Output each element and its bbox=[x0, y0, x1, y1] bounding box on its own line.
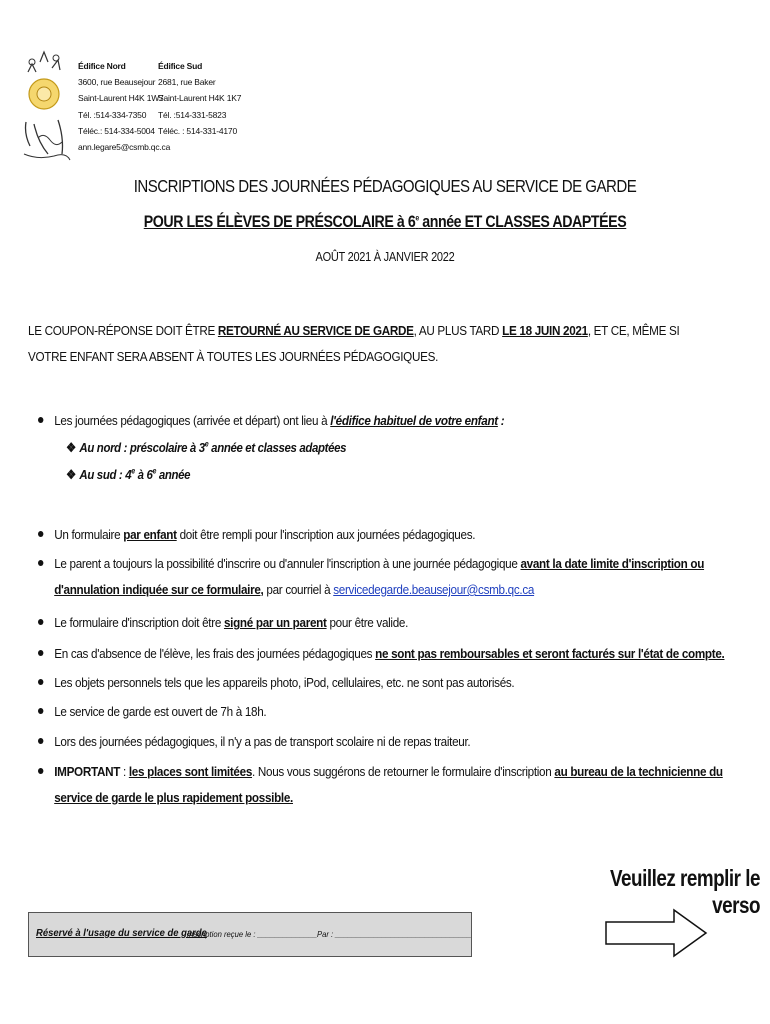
bullet-dot-icon bbox=[38, 417, 43, 423]
diamond-bullet-icon: ❖ bbox=[66, 467, 76, 482]
address-north bbox=[78, 58, 170, 155]
bullet-item bbox=[38, 610, 740, 636]
intro-text: , ET CE, MÊME SI VOTRE ENFANT SERA ABSENT À TOUTES LES JOURNÉES PÉDAGOGIQUES. bbox=[28, 323, 680, 364]
bullet-dot-icon bbox=[38, 708, 43, 714]
sub-sup: e bbox=[152, 466, 157, 476]
bullet-text: Un formulaire bbox=[54, 527, 124, 542]
bullet-text: . Nous vous suggérons de retourner le formulaire d'inscription bbox=[252, 764, 555, 779]
bullet-item bbox=[38, 522, 740, 548]
bullet-dot-icon bbox=[38, 531, 43, 537]
bullet-emph: avant la date limite d'inscription ou d'annulation indiquée sur ce formulaire, bbox=[54, 556, 705, 597]
school-logo bbox=[18, 42, 76, 170]
bullet-emph: par enfant bbox=[123, 527, 177, 542]
north-line: 3600, rue Beausejour bbox=[78, 77, 156, 88]
email-link[interactable]: servicedegarde.beausejour@csmb.qc.ca bbox=[333, 582, 535, 597]
bullet-dot-icon bbox=[38, 679, 43, 685]
sub-text: à 6 bbox=[134, 467, 153, 482]
intro-deadline: LE 18 JUIN 2021 bbox=[502, 323, 588, 338]
bullet-dot-icon bbox=[38, 650, 43, 656]
bullet-text: : bbox=[497, 413, 505, 428]
received-date-field[interactable]: Inscription reçue le : ______________ bbox=[187, 929, 318, 939]
subtitle-pre: POUR LES ÉLÈVES DE PRÉSCOLAIRE à 6 bbox=[143, 213, 416, 231]
bullet-dot-icon bbox=[38, 738, 43, 744]
north-title: Édifice Nord bbox=[78, 61, 126, 71]
diamond-bullet-icon: ❖ bbox=[66, 440, 76, 455]
bullet-item bbox=[38, 759, 740, 811]
south-line: Tél. :514-331-5823 bbox=[158, 109, 227, 120]
bullet-dot-icon bbox=[38, 560, 43, 566]
sub-text: Au nord : préscolaire à 3 bbox=[79, 440, 205, 455]
intro-emph: RETOURNÉ AU SERVICE DE GARDE bbox=[217, 323, 414, 338]
bullet-emph: ne sont pas remboursables et seront facturés sur l'état de compte. bbox=[375, 646, 725, 661]
right-arrow-icon bbox=[604, 908, 708, 958]
sub-text: Au sud : 4 bbox=[79, 467, 132, 482]
address-south bbox=[158, 58, 241, 139]
bullet-emph: les places sont limitées bbox=[128, 764, 253, 779]
bullet-text: par courriel à bbox=[263, 582, 334, 597]
bullet-emph: au bureau de la technicienne du service de garde le plus rapidement possible. bbox=[54, 764, 723, 805]
south-line: Téléc. : 514-331-4170 bbox=[158, 125, 237, 136]
intro-text: LE COUPON-RÉPONSE DOIT ÊTRE bbox=[28, 323, 218, 338]
south-line: Saint-Laurent H4K 1K7 bbox=[158, 93, 242, 104]
bullet-item bbox=[38, 670, 740, 696]
north-line: Saint-Laurent H4K 1W7 bbox=[78, 93, 164, 104]
subtitle bbox=[54, 213, 716, 232]
north-line: Tél. :514-334-7350 bbox=[78, 109, 147, 120]
bullet-text: Le service de garde est ouvert de 7h à 18h. bbox=[54, 704, 267, 719]
intro-text: , AU PLUS TARD bbox=[413, 323, 503, 338]
south-title: Édifice Sud bbox=[158, 61, 203, 71]
sub-sup: e bbox=[131, 466, 135, 476]
bullet-dot-icon bbox=[38, 768, 43, 774]
bullet-text: En cas d'absence de l'élève, les frais des journées pédagogiques bbox=[54, 646, 376, 661]
bullet-text: Le parent a toujours la possibilité d'inscrire ou d'annuler l'inscription à une journée pédagogique bbox=[54, 556, 521, 571]
verso-notice: Veuillez remplir le verso bbox=[610, 865, 760, 918]
bullet-emph: l'édifice habituel de votre enfant bbox=[330, 413, 498, 428]
reserved-box bbox=[28, 912, 472, 957]
subtitle-post: année ET CLASSES ADAPTÉES bbox=[418, 213, 627, 231]
bullet-text: Lors des journées pédagogiques, il n'y a pas de transport scolaire ni de repas traiteur. bbox=[54, 734, 471, 749]
received-by-field[interactable]: Par : ________________________________ bbox=[317, 929, 472, 939]
main-title: INSCRIPTIONS DES JOURNÉES PÉDAGOGIQUES AU SERVICE DE GARDE bbox=[133, 176, 637, 196]
sub-sup: e bbox=[204, 439, 209, 449]
sub-item-north bbox=[66, 440, 346, 456]
bullet-text: doit être rempli pour l'inscription aux journées pédagogiques. bbox=[176, 527, 476, 542]
sub-text: année bbox=[156, 467, 191, 482]
bullet-item bbox=[38, 641, 740, 667]
north-line: Téléc.: 514-334-5004 bbox=[78, 125, 155, 136]
bullet-emph: signé par un parent bbox=[223, 615, 327, 630]
bullet-item bbox=[38, 729, 740, 755]
intro-paragraph bbox=[28, 318, 703, 370]
period: AOÛT 2021 À JANVIER 2022 bbox=[315, 250, 455, 264]
sub-item-south bbox=[66, 467, 190, 483]
bullet-text: : bbox=[120, 764, 129, 779]
north-email: ann.legare5@csmb.qc.ca bbox=[78, 142, 171, 153]
bullet-text: Le formulaire d'inscription doit être bbox=[54, 615, 224, 630]
bullet-item bbox=[38, 408, 740, 434]
sub-text: année et classes adaptées bbox=[208, 440, 347, 455]
reserved-label: Réservé à l'usage du service de garde bbox=[36, 927, 207, 939]
bullet-text: Les journées pédagogiques (arrivée et départ) ont lieu à bbox=[54, 413, 331, 428]
bullet-dot-icon bbox=[38, 619, 43, 625]
important-label: IMPORTANT bbox=[54, 764, 121, 779]
bullet-item bbox=[38, 551, 740, 603]
south-line: 2681, rue Baker bbox=[158, 77, 216, 88]
subtitle-sup: e bbox=[415, 213, 419, 223]
bullet-text: Les objets personnels tels que les appareils photo, iPod, cellulaires, etc. ne sont pas autorisés. bbox=[54, 675, 515, 690]
bullet-item bbox=[38, 699, 740, 725]
bullet-text: pour être valide. bbox=[326, 615, 409, 630]
